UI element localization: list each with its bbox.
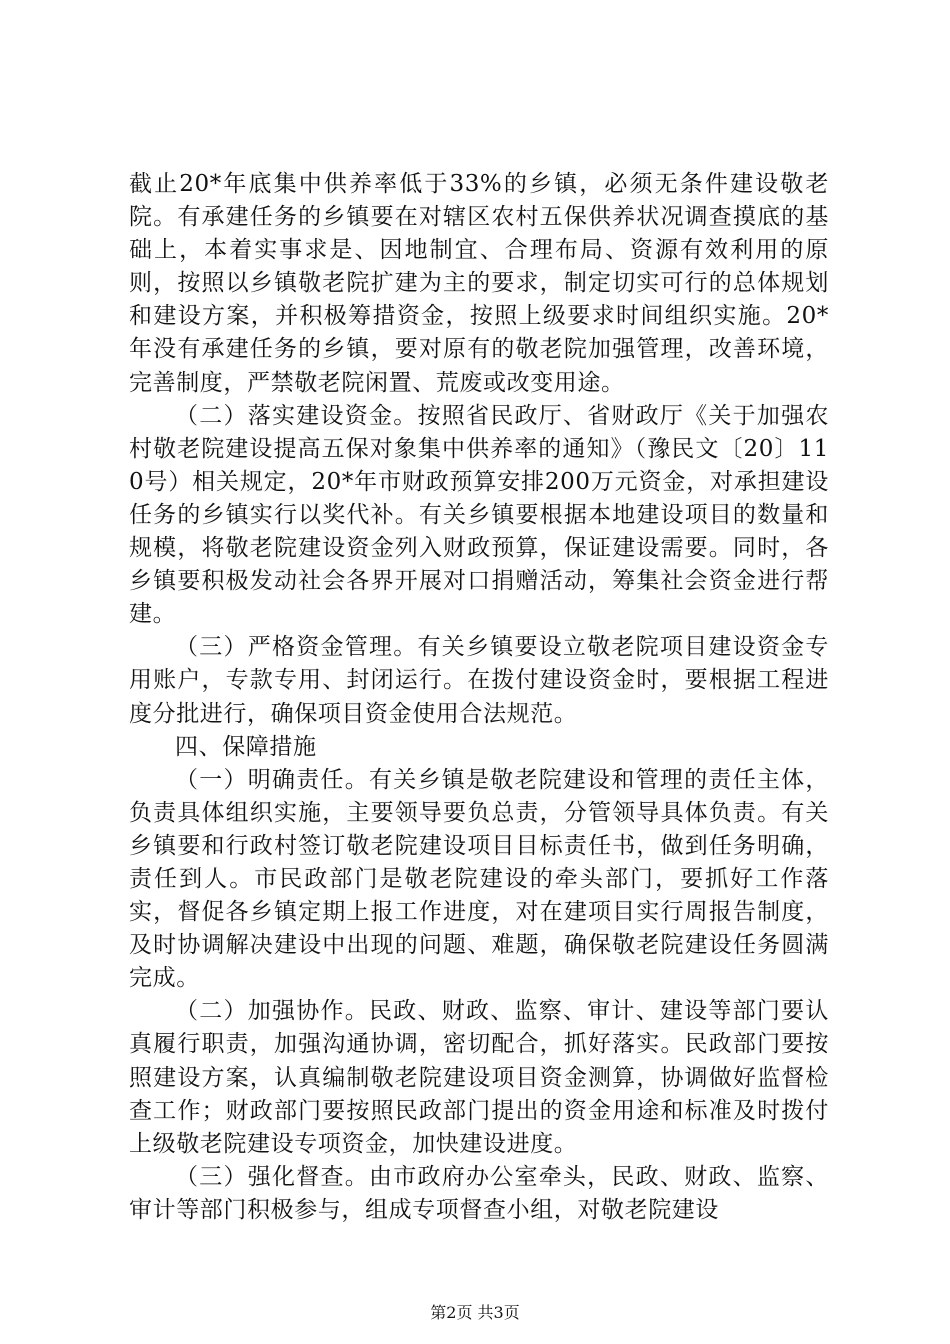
paragraph-responsibility: （一）明确责任。有关乡镇是敬老院建设和管理的责任主体，负责具体组织实施，主要领导要负总责，分管领导具体负责。有关乡镇要和行政村签订敬老院建设项目目标责任书，做到任务明确，责任到人。市民政部门是敬老院建设的牵头部门，要抓好工作落实，督促各乡镇定期上报工作进度，对在建项目实行周报告制度，及时协调解决建设中出现的问题、难题，确保敬老院建设任务圆满完成。	[129, 766, 829, 992]
paragraph-funding: （二）落实建设资金。按照省民政厅、省财政厅《关于加强农村敬老院建设提高五保对象集中供养率的通知》（豫民文〔20〕110号）相关规定，20*年市财政预算安排200万元资金，对承担建设任务的乡镇实行以奖代补。有关乡镇要根据本地建设项目的数量和规模，将敬老院建设资金列入财政预算，保证建设需要。同时，各乡镇要积极发动社会各界开展对口捐赠活动，筹集社会资金进行帮建。	[129, 402, 829, 628]
paragraph-supervision: （三）强化督查。由市政府办公室牵头，民政、财政、监察、审计等部门积极参与，组成专项督查小组，对敬老院建设	[129, 1163, 829, 1223]
section-heading-safeguards: 四、保障措施	[175, 733, 317, 760]
paragraph-cooperation: （二）加强协作。民政、财政、监察、审计、建设等部门要认真履行职责，加强沟通协调，密切配合，抓好落实。民政部门要按照建设方案，认真编制敬老院建设项目资金测算，协调做好监督检查工作；财政部门要按照民政部门提出的资金用途和标准及时拨付上级敬老院建设专项资金，加快建设进度。	[129, 998, 829, 1157]
page-footer: 第2页 共3页	[430, 1303, 520, 1322]
paragraph-fund-management: （三）严格资金管理。有关乡镇要设立敬老院项目建设资金专用账户，专款专用、封闭运行。在拨付建设资金时，要根据工程进度分批进行，确保项目资金使用合法规范。	[129, 634, 829, 727]
paragraph-continuation: 截止20*年底集中供养率低于33%的乡镇，必须无条件建设敬老院。有承建任务的乡镇要在对辖区农村五保供养状况调查摸底的基础上，本着实事求是、因地制宜、合理布局、资源有效利用的原则，按照以乡镇敬老院扩建为主的要求，制定切实可行的总体规划和建设方案，并积极筹措资金，按照上级要求时间组织实施。20*年没有承建任务的乡镇，要对原有的敬老院加强管理，改善环境，完善制度，严禁敬老院闲置、荒废或改变用途。	[129, 171, 829, 396]
document-body	[129, 168, 829, 1227]
